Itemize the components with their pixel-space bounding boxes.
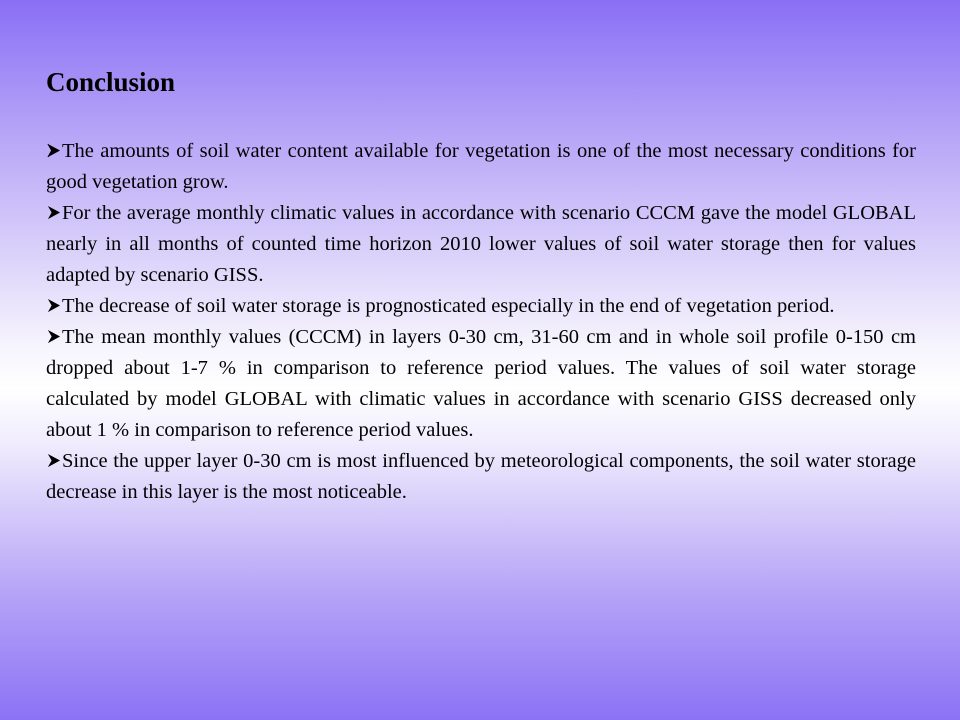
bullet-item: [46, 136, 916, 198]
page-title: Conclusion: [46, 67, 176, 97]
arrow-bullet-icon: [46, 205, 61, 220]
bullet-text: For the average monthly climatic values in accordance with scenario CCCM gave the model GLOBAL nearly in all months of counted time horizon 2010 lower values of soil water storage then for values adapted by scenario GISS.: [46, 202, 916, 286]
arrow-bullet-icon: [46, 329, 61, 344]
bullet-text: Since the upper layer 0-30 cm is most influenced by meteorological components, the soil water storage decrease in this layer is the most noticeable.: [46, 450, 916, 503]
slide-content: [46, 64, 916, 508]
bullet-item: [46, 446, 916, 508]
bullet-list: [46, 136, 916, 508]
bullet-item: [46, 291, 916, 322]
bullet-item: [46, 322, 916, 446]
arrow-bullet-icon: [46, 298, 61, 313]
arrow-bullet-icon: [46, 453, 61, 468]
bullet-item: [46, 198, 916, 291]
bullet-text: The amounts of soil water content available for vegetation is one of the most necessary conditions for good vegetation grow.: [46, 140, 916, 193]
bullet-text: The mean monthly values (CCCM) in layers 0-30 cm, 31-60 cm and in whole soil profile 0-150 cm dropped about 1-7 % in comparison to reference period values. The values of soil water storage calculated by model GLOBAL with climatic values in accordance with scenario GISS decreased only about 1 % in comparison to reference period values.: [46, 326, 916, 441]
bullet-text: The decrease of soil water storage is prognosticated especially in the end of vegetation period.: [62, 295, 835, 317]
arrow-bullet-icon: [46, 143, 61, 158]
